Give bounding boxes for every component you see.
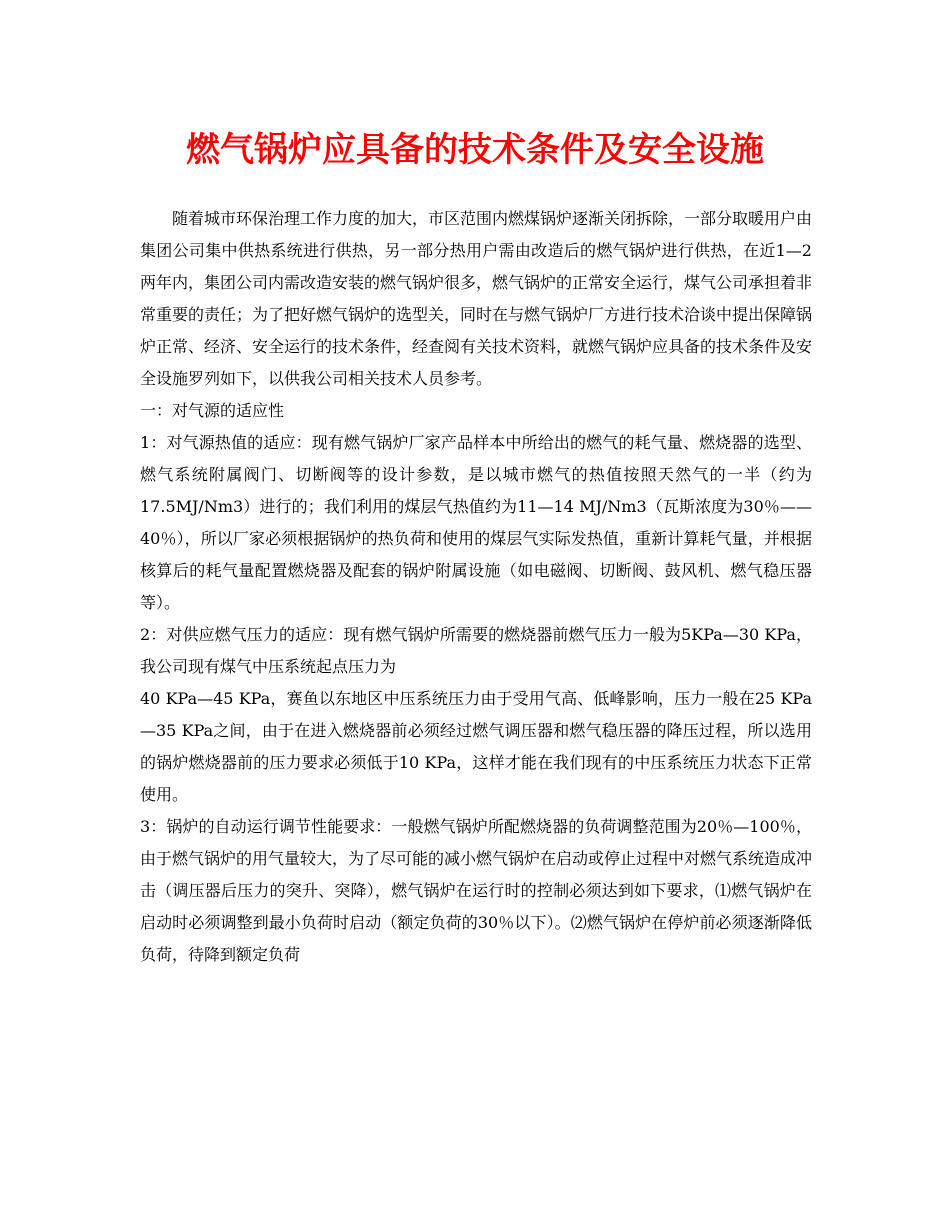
document-body: [140, 203, 812, 971]
section-heading-gas-source-adaptability: 一：对气源的适应性: [140, 401, 285, 420]
paragraph-heating-value-adaptation: 1：对气源热值的适应：现有燃气锅炉厂家产品样本中所给出的燃气的耗气量、燃烧器的选型、燃气系统附属阀门、切断阀等的设计参数，是以城市燃气的热值按照天然气的一半（约为17.5MJ/Nm3）进行的；我们利用的煤层气热值约为11—14 MJ/Nm3（瓦斯浓度为30％——40％），所以厂家必须根据锅炉的热负荷和使用的煤层气实际发热值，重新计算耗气量，并根据核算后的耗气量配置燃烧器及配套的锅炉附属设施（如电磁阀、切断阀、鼓风机、燃气稳压器等）。: [140, 433, 812, 612]
paragraph-pressure-range-details: 40 KPa—45 KPa，赛鱼以东地区中压系统压力由于受用气高、低峰影响，压力一般在25 KPa—35 KPa之间，由于在进入燃烧器前必须经过燃气调压器和燃气稳压器的降压过程，所以选用的锅炉燃烧器前的压力要求必须低于10 KPa，这样才能在我们现有的中压系统压力状态下正常使用。: [140, 689, 812, 804]
paragraph-gas-pressure-adaptation: 2：对供应燃气压力的适应：现有燃气锅炉所需要的燃烧器前燃气压力一般为5KPa—30 KPa，我公司现有煤气中压系统起点压力为: [140, 625, 812, 676]
intro-paragraph: 随着城市环保治理工作力度的加大，市区范围内燃煤锅炉逐渐关闭拆除，一部分取暖用户由集团公司集中供热系统进行供热，另一部分热用户需由改造后的燃气锅炉进行供热，在近1—2两年内，集团公司内需改造安装的燃气锅炉很多，燃气锅炉的正常安全运行，煤气公司承担着非常重要的责任；为了把好燃气锅炉的选型关，同时在与燃气锅炉厂方进行技术洽谈中提出保障锅炉正常、经济、安全运行的技术条件，经查阅有关技术资料，就燃气锅炉应具备的技术条件及安全设施罗列如下，以供我公司相关技术人员参考。: [140, 209, 813, 388]
paragraph-auto-regulation-requirements: 3：锅炉的自动运行调节性能要求：一般燃气锅炉所配燃烧器的负荷调整范围为20％—100％，由于燃气锅炉的用气量较大，为了尽可能的减小燃气锅炉在启动或停止过程中对燃气系统造成冲击（调压器后压力的突升、突降），燃气锅炉在运行时的控制必须达到如下要求，⑴燃气锅炉在启动时必须调整到最小负荷时启动（额定负荷的30％以下）。⑵燃气锅炉在停炉前必须逐渐降低负荷，待降到额定负荷: [140, 817, 813, 964]
document-title: 燃气锅炉应具备的技术条件及安全设施: [186, 130, 764, 170]
